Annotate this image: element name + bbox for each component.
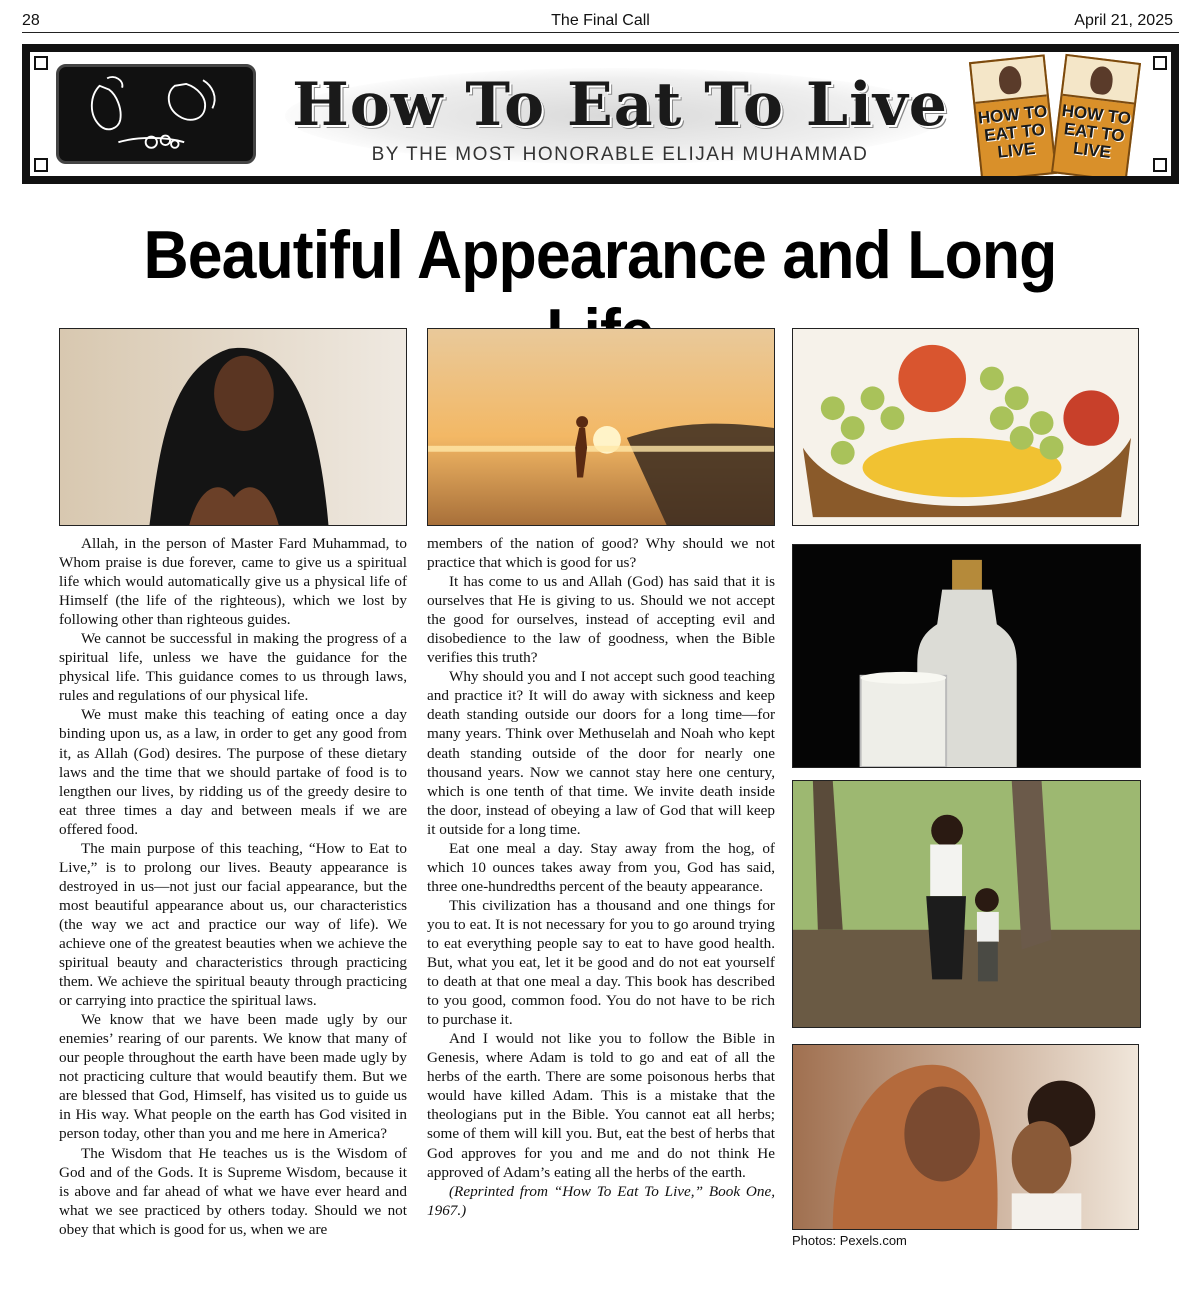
photo-mother-daughter bbox=[792, 1044, 1139, 1230]
column-banner bbox=[22, 44, 1179, 184]
banner-corner bbox=[1153, 56, 1167, 70]
article-paragraph: We cannot be successful in making the progress of a spiritual life, unless we have the guidance for the physical life. This guidance comes to us through laws, rules and regulations of our physical life. bbox=[59, 630, 407, 705]
photo-fruit-basket bbox=[792, 328, 1139, 526]
article-paragraph: Why should you and I not accept such good teaching and practice it? It will do away with sickness and keep death standing outside our doors for a long time—for many years. Think over Methuselah and Noah who kept death standing outside of the door for nearly one thousand years. Now we cannot stay here one century, which is one tenth of that time. We invite death inside the door, instead of obeying a law of God that will keep it outside for a long time. bbox=[427, 668, 775, 838]
photo-credit: Photos: Pexels.com bbox=[792, 1233, 907, 1248]
article-paragraph: This civilization has a thousand and one things for you to eat. It is not necessary for you to go around trying to eat everything people say to eat to have good health. But, what you eat, let it be good and do not eat yourself to death at that one meal a day. This book has described to you good, common food. You do not have to be rich to purchase it. bbox=[427, 896, 775, 1029]
reprint-note: (Reprinted from “How To Eat To Live,” Book One, 1967.) bbox=[427, 1182, 775, 1219]
article-paragraph: And I would not like you to follow the Bible in Genesis, where Adam is told to go and eat of all the herbs of the earth. There are some poisonous herbs that would have killed Adam. This is a mistake that the theologians put in the Bible. You cannot eat all herbs; some of them will kill you. But, eat the best of herbs that God approves for you and me and do not think He approved of Adam’s eating all the herbs of the earth. bbox=[427, 1030, 775, 1181]
article-headline: Beautiful Appearance and Long bbox=[143, 217, 1057, 293]
banner-corner bbox=[34, 158, 48, 172]
banner-subtitle: BY THE MOST HONORABLE ELIJAH MUHAMMAD bbox=[371, 144, 869, 165]
photo-woman-praying bbox=[59, 328, 407, 526]
article-column-1 bbox=[59, 534, 407, 1239]
article-paragraph: It has come to us and Allah (God) has said that it is ourselves that He is giving to us. Should we not accept the good for ourselves, instead of accepting evil and disobedience to the law of goodness, when the Bible verifies this truth? bbox=[427, 573, 775, 667]
article-paragraph: members of the nation of good? Why should we not practice that which is good for us? bbox=[427, 535, 775, 572]
author-portrait-icon bbox=[998, 65, 1023, 95]
banner-corner bbox=[34, 56, 48, 70]
banner-title: How To Eat To Live bbox=[292, 70, 948, 140]
banner-corner bbox=[1153, 158, 1167, 172]
book-title: HOW TO EAT TO LIVE bbox=[977, 101, 1049, 162]
photo-beach-runner bbox=[427, 328, 775, 526]
photo-mother-child-park bbox=[792, 780, 1141, 1028]
page-number: 28 bbox=[22, 12, 40, 29]
article-paragraph: The Wisdom that He teaches us is the Wisdom of God and of the Gods. It is Supreme Wisdom, because it is above and far ahead of what we have ever heard and what we see practiced by others today. Should we not obey that which is good for us, when we are bbox=[59, 1144, 407, 1238]
book-title: HOW TO EAT TO LIVE bbox=[1060, 100, 1133, 162]
article-paragraph: We know that we have been made ugly by our enemies’ rearing of our parents. We know that many of our people throughout the earth have been made ugly by not practicing culture that would beautify them. But we are blessed that God, Himself, has visited us to guide us in His way. What people on the earth has God visited in person today, other than you and me here in America? bbox=[59, 1011, 407, 1143]
book-cover bbox=[969, 54, 1057, 181]
banner-logo bbox=[56, 64, 256, 164]
photo-milk-bottle bbox=[792, 544, 1141, 768]
publication-name: The Final Call bbox=[551, 12, 650, 29]
article-paragraph: The main purpose of this teaching, “How to Eat to Live,” is to prolong our lives. Beauty appearance is destroyed in us—not just our facial appearance, but the most beautiful appearance about us, our characteristics (the way we act and practice our way of life). We achieve one of the greatest beauties when we achieve the spiritual beauty and characteristics through practicing them. We achieve the spiritual beauty through practicing or carrying into practice the spiritual laws. bbox=[59, 839, 407, 1010]
masthead bbox=[22, 11, 1179, 33]
article-paragraph: We must make this teaching of eating once a day binding upon us, as a law, in order to get any good from it, as Allah (God) desires. The purpose of these dietary laws and the time that we should partake of food is to lengthen our lives, by ridding us of the greedy desire to eat three times a day and between meals if we are offered food. bbox=[59, 706, 407, 838]
issue-date: April 21, 2025 bbox=[1074, 12, 1173, 29]
article-column-2 bbox=[427, 534, 775, 1220]
book-cover bbox=[1051, 54, 1141, 182]
silhouette-icon bbox=[59, 67, 253, 161]
article-paragraph: Allah, in the person of Master Fard Muhammad, to Whom praise is due forever, came to give us a spiritual life which would automatically give us a physical life of Himself (the life of the righteous), which we lost by following other than righteous guides. bbox=[59, 535, 407, 629]
article-paragraph: Eat one meal a day. Stay away from the hog, of which 10 ounces takes away from you, God has said, three one-hundredths percent of the beauty appearance. bbox=[427, 839, 775, 895]
author-portrait-icon bbox=[1089, 65, 1114, 95]
